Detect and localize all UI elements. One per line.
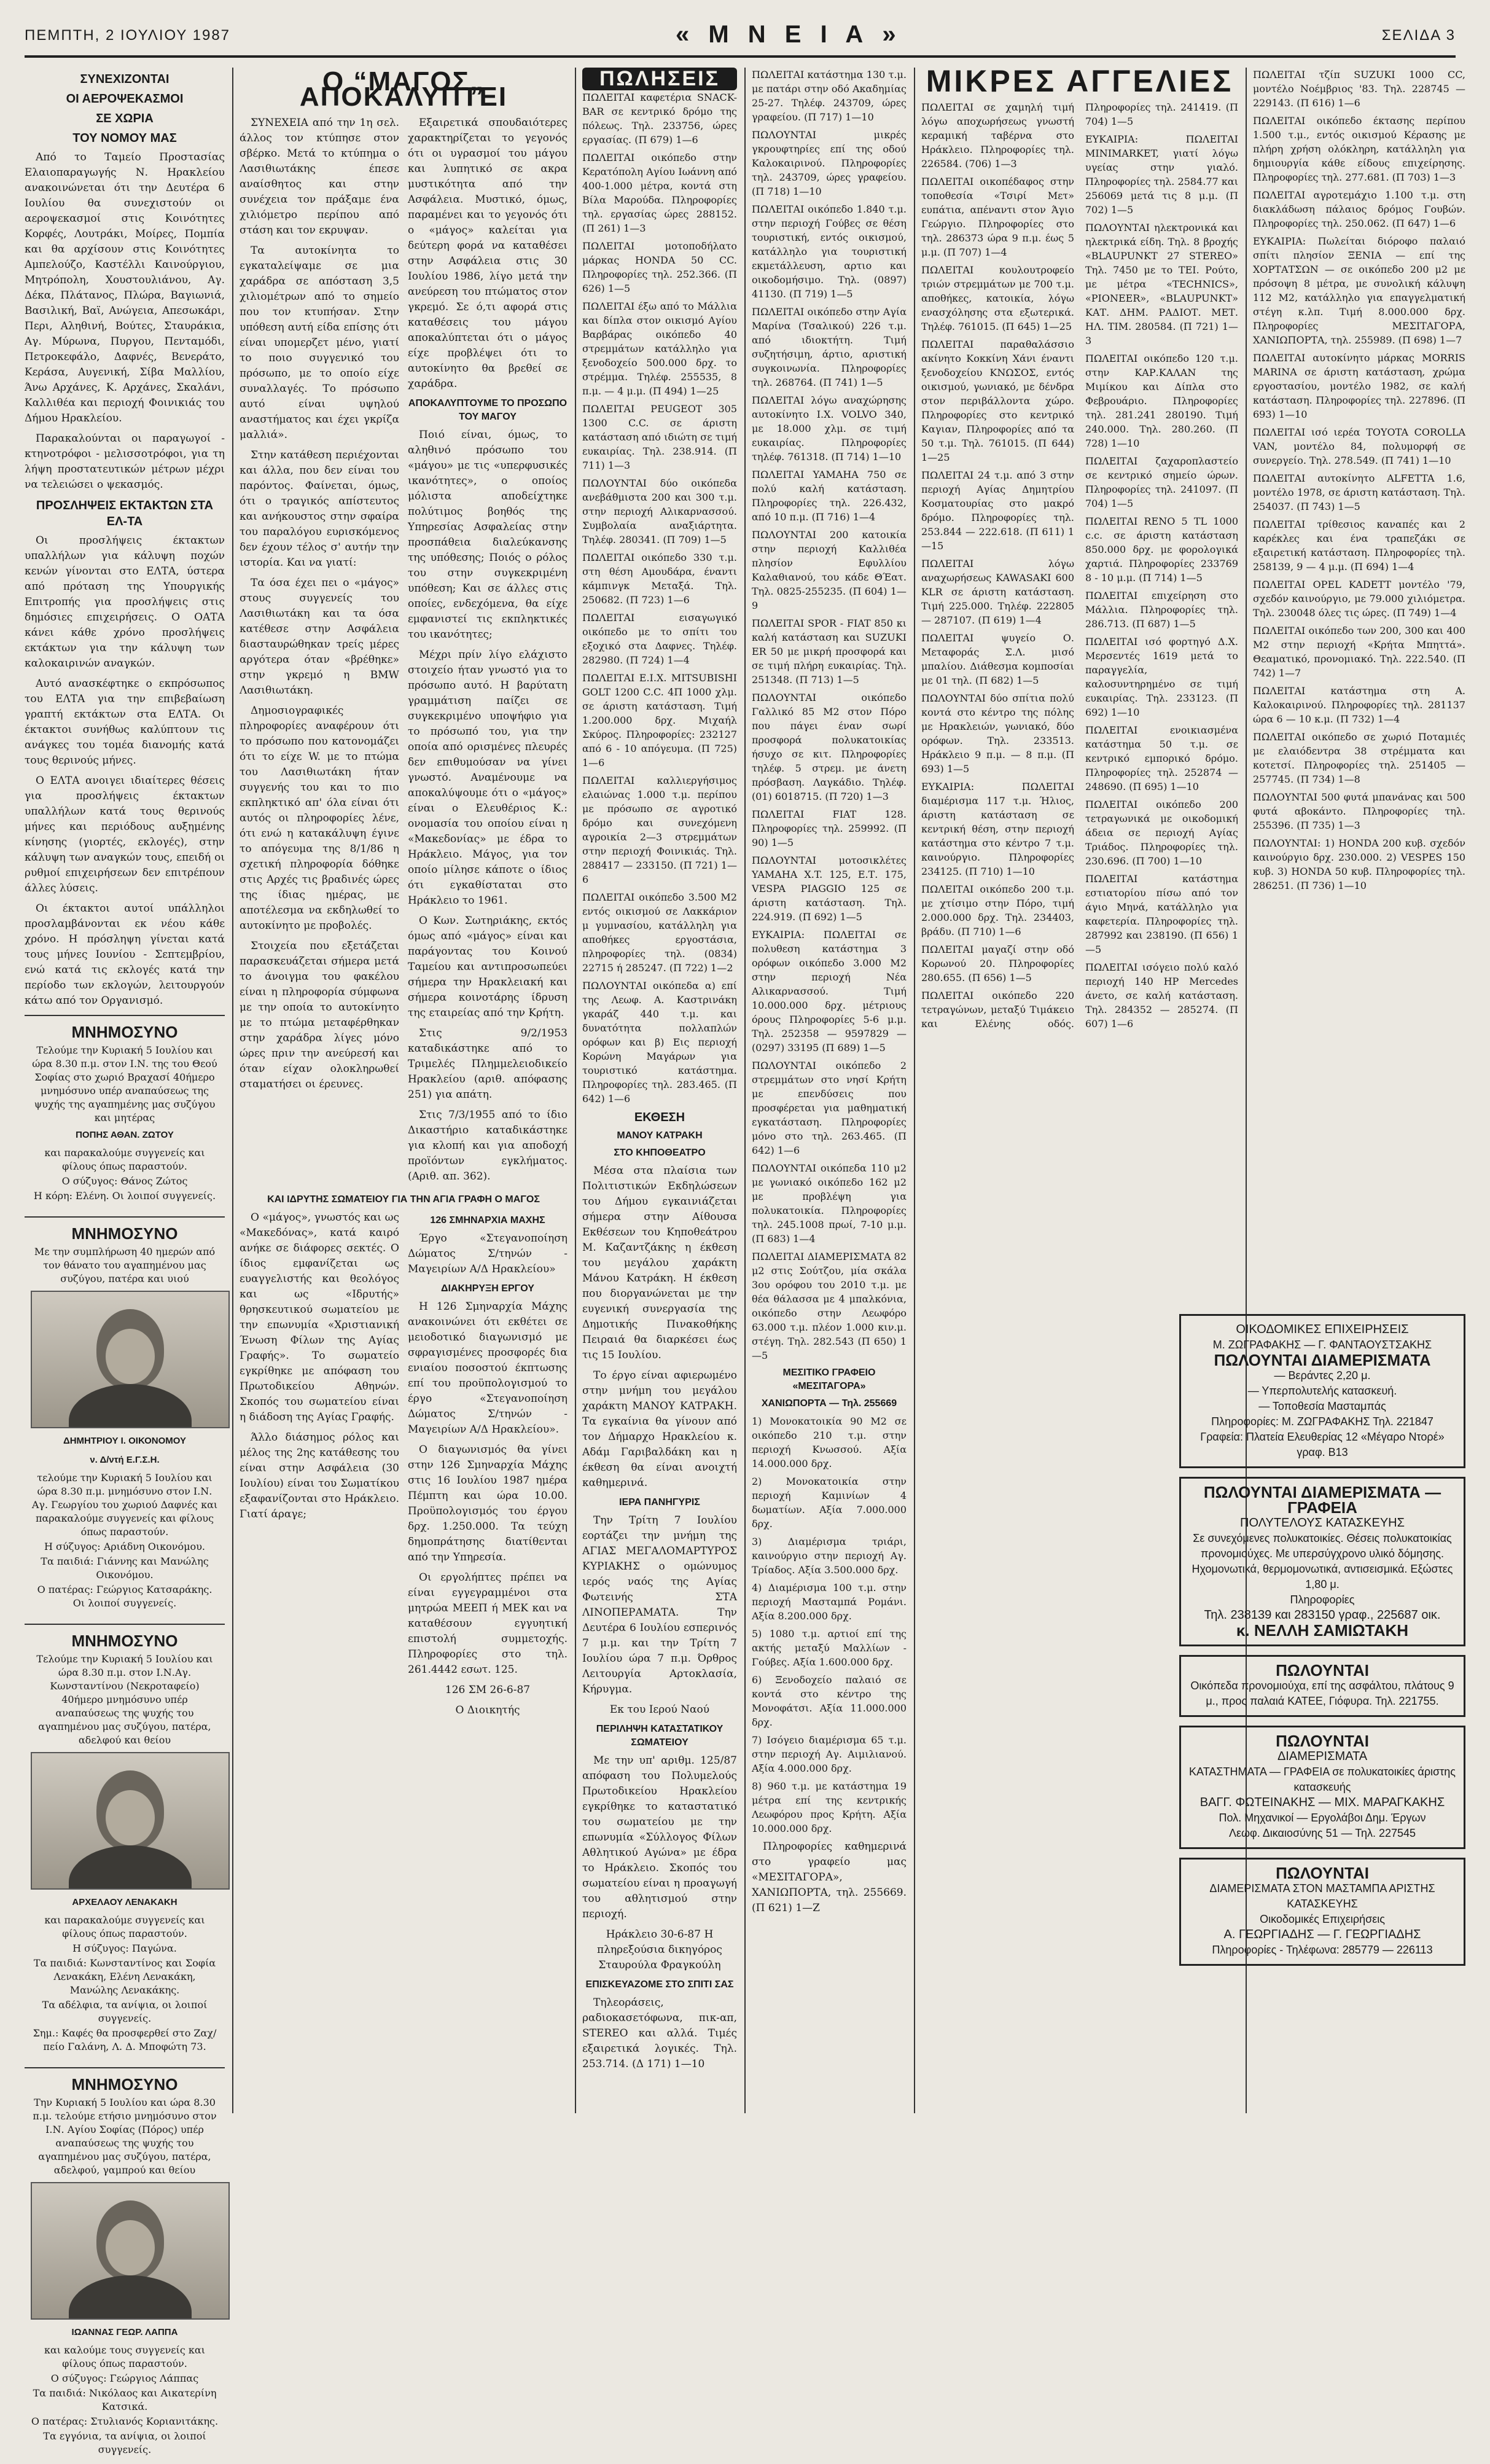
classified-ad: ΠΩΛΕΙΤΑΙ ΔΙΑΜΕΡΙΣΜΑΤΑ 82 μ2 στις Σούτζου, μία σκάλα 3ου ορόφου του 2010 τ.μ. με θέα θάλασσα με 4 μπαλκόνια, οικόπεδο στην Λεωφόρο 63.000 τ.μ. πλέον 1.000 κιν.μ. στέγη. Τηλ. 282.543 (Π 650) 1—5 (752, 1251, 907, 1361)
column-6 (1253, 68, 1465, 896)
classified-ad: ΠΩΛΕΙΤΑΙ καλλιεργήσιμος ελαιώνας 1.000 τ.μ. περίπου με πρόσωπο σε αγροτικό δρόμο και συνεχόμενη αγροικία 2—3 στρεμμάτων στην περιοχή Φοινικιάς. Τηλ. 288417 — 233150. (Π 721) 1—6 (582, 775, 737, 885)
classified-ad: ΠΩΛΕΙΤΑΙ κατάστημα στη Α. Καλοκαιρινού. Πληροφορίες τηλ. 281137 ώρα 6 — 10 κ.μ. (Π 732) 1—4 (1253, 685, 1465, 725)
classified-ad: ΠΩΛΕΙΤΑΙ ενοικιασμένα κατάστημα 50 τ.μ. σε κεντρικό εμπορικό δρόμο. Πληροφορίες τηλ. 252874 — 248690. (Π 695) 1—10 (1085, 724, 1238, 792)
classified-ad: ΠΩΛΕΙΤΑΙ οικόπεδο 330 τ.μ. στη θέση Αμουδάρα, έναντι κάμπινγκ Μεταξά. Τηλ. 250682. (Π 723) 1—6 (582, 552, 737, 606)
classified-ad: ΕΥΚΑΙΡΙΑ: ΠΩΛΕΙΤΑΙ MINIMARKET, γιατί λόγω υγείας στην γιαλό. Πληροφορίες τηλ. 2584.77 και 256069 μετά τις 8 μ.μ. (Π 702) 1—5 (1085, 133, 1238, 216)
article-subcolumn (408, 115, 568, 1189)
article-title: ΤΟΥ ΝΟΜΟΥ ΜΑΣ (72, 131, 177, 145)
article-paragraph: Τηλεοράσεις, ραδιοκασετόφωνα, πικ-απ, STEREO και αλλά. Τιμές εξαιρετικά λογικές. Τηλ. 253.714. (Δ 171) 1—10 (582, 1997, 737, 2070)
memorial-text: Τελούμε την Κυριακή 5 Ιουλίου και ώρα 8.30 π.μ. στον Ι.Ν.Αγ. Κωνσταντίνου (Νεκροταφείο) 40ήμερο μνημόσυνο υπέρ αναπαύσεως της ψυχής του αγαπημένου μας συζύγου, πατέρα, αδελφού και θείου (36, 1653, 213, 1746)
property-item: 3) Διαμέρισμα τριάρι, καινούργιο στην περιοχή Αγ. Τρίαδος. Αξία 3.500.000 δρχ. (752, 1536, 907, 1576)
classified-ad: ΠΩΛΕΙΤΑΙ οικόπεδο 3.500 Μ2 εντός οικισμού σε Λακκάριον μ γυμνασίου, κατάλληλη για αποθήκες εργοστάσια, πληροφορίες τηλ. (0834) 22715 ή 285247. (Π 722) 1—2 (582, 891, 737, 974)
memorial-notice (25, 2067, 225, 2464)
display-ad (1179, 1655, 1465, 1717)
memorial-text: Την Κυριακή 5 Ιουλίου και ώρα 8.30 π.μ. τελούμε ετήσιο μνημόσυνο στον Ι.Ν. Αγίου Σοφίας (Πόρος) υπέρ αναπαύσεως της ψυχής του αγαπημένου μας συζύγου, πατέρα, αδελφού, γαμπρού και θείου (33, 2097, 217, 2176)
column-divider (914, 68, 915, 2113)
memorial-name: ΔΗΜΗΤΡΙΟΥ Ι. ΟΙΚΟΝΟΜΟΥ (63, 1436, 187, 1446)
section-banner: ΠΩΛΗΣΕΙΣ (582, 68, 737, 90)
memorial-signature: Τα παιδιά: Νικόλαος και Αικατερίνη Κατσικά. (33, 2387, 217, 2412)
ad-line: ΠΩΛΟΥΝΤΑΙ (1276, 1661, 1369, 1680)
column-4 (752, 68, 907, 1921)
article-subcolumn (240, 115, 399, 1189)
memorial-title: ΜΝΗΜΟΣΥΝΟ (71, 1224, 178, 1243)
article-paragraph: Οι έκτακτοι αυτοί υπάλληλοι προσλαμβάνονται εκ νέου κάθε χρόνο. Η πρόσληψη γίνεται κατά τους μήνες Ιουνίου - Σεπτεμβρίου, ενώ κατά τις εκλογές κατά την περίοδο των εκλογών, λειτουργούν κάτω από τον Οργανισμό. (25, 902, 225, 1007)
article-paragraph: Αυτό ανασκέφτηκε ο εκπρόσωπος του ΕΛΤΑ για την επιβεβαίωση γραπτή εκτάκτων στα ΕΛΤΑ. Οι έκτακτοι συνήθως καλύπτουν τις ανάγκες του τομέα διανομής κατά τους θερινούς μήνες. (25, 678, 225, 767)
article-subtitle: ΧΑΝΙΩΠΟΡΤΑ — Τηλ. 255669 (761, 1398, 897, 1409)
column-2 (240, 68, 568, 1723)
memorial-text: τελούμε την Κυριακή 5 Ιουλίου και ώρα 8.30 π.μ. μνημόσυνο στον Ι.Ν. Αγ. Γεωργίου του χωριού Δαφνές και παρακαλούμε συγγενείς και φίλους όπως παραστούν. (31, 1472, 218, 1538)
column-5 (921, 64, 1238, 1033)
classified-ad: ΕΥΚΑΙΡΙΑ: ΠΩΛΕΙΤΑΙ διαμέρισμα 117 τ.μ. Ήλιος, άριστη κατάσταση σε κεντρική θέση, στην περιοχή κατάστημα στο κέντρο 7 τ.μ. καινούργιο. Πληροφορίες 234125. (Π 710) 1—10 (921, 781, 1074, 877)
memorial-text: και παρακαλούμε συγγενείς και φίλους όπως παραστούν. (44, 1914, 205, 1939)
classified-ad: ΠΩΛΕΙΤΑΙ οικόπεδο στην Κερατόπολη Αγίου Ιωάννη από 400-1.000 μέτρα, κοντά στη Βίλα Μαρούδα. Πληροφορίες τηλ. εργασίας ώρες 288152. (Π 261) 1—3 (582, 152, 737, 234)
article-title: ΕΠΙΣΚΕΥΑΖΟΜΕ ΣΤΟ ΣΠΙΤΙ ΣΑΣ (585, 1979, 734, 1990)
notice-paragraph: Οι εργολήπτες πρέπει να είναι εγγεγραμμένοι στα μητρώα ΜΕΕΠ ή ΜΕΚ και να καταθέσουν εγγυητική επιστολή συμμετοχής. Πληροφορίες στο τηλ. 261.4442 εσωτ. 125. (408, 1571, 568, 1676)
classified-ad: ΠΩΛΟΥΝΤΑΙ οικόπεδα α) επί της Λεωφ. Α. Καστρινάκη γκαράζ 440 τ.μ. και δυνατότητα πολλαπλών ορόφων και β) Εις περιοχή Κορώνη Μαγάρων για τουριστικό κατάστημα. Πληροφορίες τηλ. 283.465. (Π 642) 1—6 (582, 980, 737, 1105)
memorial-text: και καλούμε τους συγγενείς και φίλους όπως παραστούν. (44, 2344, 205, 2369)
column-divider (744, 68, 746, 2113)
ad-line: ΠΩΛΟΥΝΤΑΙ ΔΙΑΜΕΡΙΣΜΑΤΑ (1214, 1351, 1431, 1369)
article-title: ΣΤΟ ΚΗΠΟΘΕΑΤΡΟ (614, 1148, 706, 1158)
classified-ad: ΠΩΛΟΥΝΤΑΙ 200 κατοικία στην περιοχή Καλλιθέα πλησίον Εφυλλίου Καλαθιανού, του κάδε ΘΈατ. Τηλ. 0825-255235. (Π 604) 1—9 (752, 529, 907, 611)
memorial-signature: Η κόρη: Ελένη. Οι λοιποί συγγενείς. (33, 1190, 216, 1202)
masthead: « Μ Ν Ε Ι Α » (676, 21, 902, 48)
classified-ad: ΕΥΚΑΙΡΙΑ: ΠΩΛΕΙΤΑΙ σε πολυθεση κατάστημα 3 ορόφων οικόπεδο 3.000 Μ2 στην περιοχή Νέα Αλικαρνασσού. Τιμή 10.000.000 δρχ. μέτριους όρους Πληροφορίες 5-6 μ.μ. Τηλ. 252358 — 9597829 — (0297) 33195 (Π 689) 1—5 (752, 929, 907, 1054)
article-paragraph: ΣΥΝΕΧΕΙΑ από την 1η σελ. άλλος τον κτύπησε στον σβέρκο. Μετά το κτύπημα ο Λασιθιωτάκης έπεσε αναίσθητος και στην συνέχεια τον πράξαμε ένα χιλιόμετρο περίπου από στάση και τον εκρυψαν. (240, 117, 399, 237)
display-ad (1179, 1314, 1465, 1468)
classified-ad: ΠΩΛΕΙΤΑΙ σε χαμηλή τιμή λόγω αποχωρήσεως γνωστή κεραμική ταβέρνα στο Ηράκλειο. Πληροφορίες τηλ. 226584. (706) 1—3 (921, 101, 1074, 170)
memorial-signature: Τα εγγόνια, τα ανίψια, οι λοιποί συγγενείς. (43, 2430, 206, 2455)
property-item: 8) 960 τ.μ. με κατάστημα 19 μέτρα επί της κεντρικής Λεωφόρου προς Κρήτη. Αξία 10.000.000 δρχ. (752, 1780, 907, 1834)
classified-ad: ΠΩΛΟΥΝΤΑΙ 500 φυτά μπανάνας και 500 φυτά αβοκάντο. Πληροφορίες τηλ. 255396. (Π 735) 1—3 (1253, 791, 1465, 831)
portrait-photo (31, 2182, 230, 2320)
memorial-notice (25, 1624, 225, 2061)
notice-heading: 126 ΣΜΗΝΑΡΧΙΑ ΜΑΧΗΣ (430, 1215, 545, 1226)
memorial-signature: Ο σύζυγος: Γεώργιος Λάππας (50, 2372, 199, 2384)
classified-ad: ΠΩΛΕΙΤΑΙ οικόπεδο 200 τ.μ. με χτίσιμο στην Πόρο, τιμή 2.000.000 δρχ. Τηλ. 234403, βράδυ. (Π 710) 1—6 (921, 883, 1074, 937)
memorial-name: ΠΟΠΗΣ ΑΘΑΝ. ΖΩΤΟΥ (76, 1130, 174, 1140)
classified-ad: ΠΩΛΕΙΤΑΙ επιχείρηση στο Μάλλια. Πληροφορίες τηλ. 286.713. (Π 687) 1—5 (1085, 590, 1238, 630)
ad-line: ΟΙΚΟΔΟΜΙΚΕΣ ΕΠΙΧΕΙΡΗΣΕΙΣ (1236, 1323, 1409, 1336)
memorial-signature: Ο πατέρας: Στυλιανός Κοριανιτάκης. (31, 2415, 219, 2427)
article-paragraph: Παρακαλούνται οι παραγωγοί - κτηνοτρόφοι - μελισσοτρόφοι, για τη λήψη προστατευτικών μέτρων μέχρι να τελειώσει ο ψεκασμός. (25, 432, 225, 491)
column-3 (582, 68, 737, 2077)
memorial-signature: Τα παιδιά: Κωνσταντίνος και Σοφία Λενακάκη, Ελένη Λενακάκη, Μανώλης Λενακάκης. (33, 1957, 216, 1996)
display-ad (1179, 1726, 1465, 1849)
classified-ad: ΠΩΛΕΙΤΑΙ μοτοποδήλατο μάρκας HONDA 50 CC. Πληροφορίες τηλ. 252.366. (Π 626) 1—5 (582, 240, 737, 294)
memorial-text: Τελούμε την Κυριακή 5 Ιουλίου και ώρα 8.30 π.μ. στον Ι.Ν. της του Θεού Σοφίας στο χωριό Βραχασί 40ήμερο μνημόσυνο υπέρ αναπαύσεως της ψυχής της αγαπημένης μας συζύγου και μητέρας (32, 1044, 217, 1124)
classified-ad: ΠΩΛΟΥΝΤΑΙ οικόπεδα 110 μ2 με γωνιακό οικόπεδο 162 μ2 με προβλέψη για πολυκατοικία. Πληροφορίες τηλ. 245.1008 πρωί, 7-10 μ.μ. (Π 683) 1—4 (752, 1162, 907, 1245)
memorial-text: Με την συμπλήρωση 40 ημερών από τον θάνατο του αγαπημένου μας συζύγου, πατέρα και υιού (34, 1246, 216, 1285)
column-1 (25, 68, 225, 2464)
article-signature: Ηράκλειο 30-6-87 Η πληρεξούσια δικηγόρος Σταυρούλα Φραγκούλη (597, 1928, 722, 1971)
classified-ad: ΠΩΛΕΙΤΑΙ λόγω αναχώρησης αυτοκίνητο Ι.Χ. VOLVO 340, με 18.000 χλμ. σε τιμή ευκαιρίας. Πληροφορίες τηλέφ. 761318. (Π 714) 1—10 (752, 394, 907, 463)
article-paragraph: Μέσα στα πλαίσια των Πολιτιστικών Εκδηλώσεων του Δήμου εγκαινιάζεται σήμερα στην Αίθουσα Εκθέσεων του Κηποθεάτρου Μ. Καζαντζάκης η έκθεση του μεγάλου χαράκτη Μάνου Κατράκη. Η έκθεση που διοργανώνεται με την ευγενική συνεργασία της Δημοτικής Πινακοθήκης Πειραιά θα διαρκέσει έως τις 15 Ιουλίου. (582, 1165, 737, 1361)
article-paragraph: Στοιχεία που εξετάζεται παρασκευάζεται σήμερα μετά το άνοιγμα του φακέλου είναι η πληροφορία σύμφωνα με την οποία το αυτοκίνητο με το πτώμα μεταφέρθηκαν στην χαράδρα λίγες μόνο ώρες πριν την ανεύρεσή και όταν είχαν ολοκληρωθεί σταματήσει οι έρευνες. (240, 940, 399, 1090)
property-item: 5) 1080 τ.μ. αρτιοί επί της ακτής μεταξύ Μαλλίων - Γούβες. Αξία 1.600.000 δρχ. (752, 1628, 907, 1668)
classified-ad: ΠΩΛΕΙΤΑΙ οικόπεδο 220 τετραγώνων, μεταξύ Τιμάκειο και Ελένης οδός. Πληροφορίες τηλ. 241419. (Π 704) 1—5 (921, 101, 1238, 1030)
notice-paragraph: Έργο «Στεγανοποίηση Δώματος Σ/τηνών - Μαγειρίων Α/Δ Ηρακλείου» (408, 1232, 568, 1275)
display-ad (1179, 1858, 1465, 1966)
ad-line: Πληροφορίες (1290, 1594, 1355, 1606)
article-paragraph: Τα αυτοκίνητα το εγκαταλείψαμε σε μια χαράδρα σε απόσταση 3,5 χιλιομέτρων από το σημείο που τον κτυπήσαν. Στην υπόθεση αυτή είδα επίσης ότι είναι υπομερζετ μένο, γιατί το ποιο συγγενικό του πρόσωπο, με το οποίο είχε συναλλαγές. Το πρόσωπο αυτό είναι υψηλού αναστήματος και έχει γκρίζα μαλλιά». (240, 244, 399, 441)
memorial-title: ΜΝΗΜΟΣΥΝΟ (71, 2075, 178, 2094)
memorial-title: ΜΝΗΜΟΣΥΝΟ (71, 1023, 178, 1041)
classified-ad: ΠΩΛΕΙΤΑΙ μαγαζί στην οδό Κορωνού 20. Πληροφορίες 280.655. (Π 656) 1—5 (921, 944, 1074, 984)
article-paragraph: Οι προσλήψεις έκτακτων υπαλλήλων για κάλυψη ποχών κενών γίνονται στο ΕΛΤΑ, ύστερα από πρόταση της Υπουργικής Επιτροπής για προσλήψεις στις δημόσιες επιχειρήσεις. Ο ΟΑΤΑ κάνει κάθε χρόνο προσλήψεις εκτάκτων για την κάλυψη των καλοκαιρινών αναγκών. (25, 534, 225, 670)
notice-paragraph: Η 126 Σμηναρχία Μάχης ανακοινώνει ότι εκθέτει σε μειοδοτικό διαγωνισμό με σφραγισμένες προσφορές δια ενιαίου ποσοστού έκπτωσης επί του προϋπολογισμού το έργο «Στεγανοποίηση Δώματος Σ/τηνών - Μαγειρίων Α/Δ Ηρακλείου». (408, 1300, 568, 1436)
notice-heading: ΔΙΑΚΗΡΥΞΗ ΕΡΓΟΥ (441, 1283, 534, 1294)
notice-paragraph: Ο διαγωνισμός θα γίνει στην 126 Σμηναρχία Μάχης στις 16 Ιουλίου 1987 ημέρα Πέμπτη και ώρα 10.00. Προϋπολογισμός του έργου δρχ. 1.250.000. Τα τεύχη δημοπράτησης διατίθενται από την Υπηρεσία. (408, 1444, 568, 1563)
article-paragraph: Με την υπ' αριθμ. 125/87 απόφαση του Πολυμελούς Πρωτοδικείου Ηρακλείου εγκρίθηκε το καταστατικό του σωματείου με την επωνυμία «Σύλλογος Φίλων Αθλητικού Αγώνα» με έδρα το Ηράκλειο. Σκοπός του σωματείου είναι η προαγωγή του αθλητισμού στην περιοχή. (582, 1754, 737, 1920)
ad-line: Οικόπεδα προνομιούχα, επί της ασφάλτου, πλάτους 9 μ., προς παλαιά ΚΑΤΕΕ, Γιόφυρα. Τηλ. 221755. (1190, 1680, 1454, 1707)
classified-ad: ΠΩΛΕΙΤΑΙ ισόγειο πολύ καλό περιοχή 140 HP Mercedes άνετο, σε καλή κατάσταση. Τηλ. 284352 — 285274. (Π 607) 1—6 (1085, 961, 1238, 1030)
classified-ad: ΠΩΛΕΙΤΑΙ οικοπέδαφος στην τοποθεσία «Τσιρί Μετ» ευπάτια, απέναντι στον Άγιο Γεώργιο. Πληροφορίες στο τηλ. 286373 ώρα 9 π.μ. έως 5 μ.μ. (Π 707) 1—4 (921, 176, 1074, 258)
classified-ad: ΠΩΛΕΙΤΑΙ κατάστημα εστιατορίου πίσω από τον άγιο Μηνά, κατάλληλο για καφετερία. Πληροφορίες τηλ. 287992 και 238190. (Π 656) 1—5 (1085, 873, 1238, 955)
classified-ad: ΠΩΛΕΙΤΑΙ 24 τ.μ. από 3 στην περιοχή Αγίας Δημητρίου Κοσματουρίας στο μακρό δρόμο. Πληροφορίες τηλ. 253.844 — 222.618. (Π 611) 1—15 (921, 469, 1074, 552)
article-paragraph: Την Τρίτη 7 Ιουλίου εορτάζει την μνήμη της ΑΓΙΑΣ ΜΕΓΑΛΟΜΑΡΤΥΡΟΣ ΚΥΡΙΑΚΗΣ ο ομώνυμος ιερός ναός της Αγίας Φωτεινής ΣΤΑ ΛΙΝΟΠΕΡΑΜΑΤΑ. Την Δευτέρα 6 Ιουλίου εσπερινός 7 μ.μ. και την Τρίτη 7 Ιουλίου ώρα 7 π.μ. Όρθρος Λειτουργία Αρτοκλασία, Κήρυγμα. (582, 1514, 737, 1695)
memorial-title: ΜΝΗΜΟΣΥΝΟ (71, 1632, 178, 1650)
classified-ad: ΠΩΛΟΥΝΤΑΙ οικόπεδο Γαλλικό 85 Μ2 στον Πόρο που πάγει έναν σωρί προσφορά πολυκατοικίας ήσυχο σε κιτ. Πληροφορίες τηλέφ. 5 στρεμ. με άνετη πρόσβαση. Λαγκάδιο. Τηλέφ. (01) 6018715. (Π 720) 1—3 (752, 692, 907, 802)
article-paragraph: Πληροφορίες καθημερινά στο γραφείο μας «ΜΕΣΙΤΑΓΟΡΑ», ΧΑΝΙΩΠΟΡΤΑ, τηλ. 255669. (Π 621) 1—Z (752, 1840, 907, 1914)
ad-line: ΠΩΛΟΥΝΤΑΙ (1276, 1732, 1369, 1750)
classified-list (582, 90, 737, 1106)
article-paragraph: Από το Ταμείο Προστασίας Ελαιοπαραγωγής Ν. Ηρακλείου ανακοινώνεται ότι την Δευτέρα 6 Ιουλίου θα συνεχιστούν οι αεροψεκασμοί στις Κοινότητες Κορφές, Λουτράκι, Μοίρες, Πομπία και θα αρχίσουν στις Κοινότητες Αμπελούζο, Καστέλλι Καινούργιου, Μητρόπολη, Χουστουλιάνου, Αγ. Δέκα, Πλάτανος, Πλώρα, Βαγιωνιά, Βασιλική, Βαϊ, Ανώγεια, Απεσωκάρι, Περι, Αληθινή, Βούτες, Σταυράκια, Αγ. Μύρωνα, Πυργου, Πενταμόδι, Πετροκεφάλο, Δαφνές, Βενεράτο, Κεράσα, Αυγενική, Σίβα Μαλλίου, Άνω Αρχάνες, Κ. Αρχάνες, Σκαλάνι, Καλλιθέα και περιοχή Φοινικιάς του Δήμου Ηρακλείου. (25, 151, 225, 424)
article-subheading: ΑΠΟΚΑΛΥΠΤΟΥΜΕ ΤΟ ΠΡΟΣΩΠΟ ΤΟΥ ΜΑΓΟΥ (408, 398, 568, 422)
classified-ad: ΠΩΛΕΙΤΑΙ λόγω αναχωρήσεως KAWASAKI 600 KLR σε άριστη κατάσταση. Τιμή 225.000. Τηλέφ. 222805 — 287107. (Π 619) 1—4 (921, 558, 1074, 626)
article-headline: Ο “ΜΑΓΟΣ„ ΑΠΟΚΑΛΥΠΤΕΙ (299, 66, 508, 112)
column-divider (232, 68, 233, 2113)
article-paragraph: Δημοσιογραφικές πληροφορίες αναφέρουν ότι το πρόσωπο που κατονομάζει ότι το είχε W. με το πτώμα του Λασιθιωτάκη ήταν συγγενής του και το πιο εκπληκτικό απ' όλα είναι ότι αυτός οι πληροφορίες λένε, ότι ενώ η κατακάλυψη έγινε το απόγευμα της 8/1/86 η σχετική πληροφορία δόθηκε στις Αρχές τις βραδινές ώρες της ίδιας ημέρας, με αποτέλεσμα να εκδηλωθεί το αυτοκίνητο με προβολές. (240, 705, 399, 932)
display-ads (1179, 1305, 1465, 1974)
article-paragraph: Το έργο είναι αφιερωμένο στην μνήμη του μεγάλου χαράκτη ΜΑΝΟΥ ΚΑΤΡΑΚΗ. Τα εγκαίνια θα γίνουν από τον Δήμαρχο Ηρακλείου κ. Αδάμ Γαριβαλδάκη και η έκθεση θα είναι ανοιχτή καθημερινά. (582, 1369, 737, 1489)
classified-ad: ΠΩΛΕΙΤΑΙ τζίπ SUZUKI 1000 CC, μοντέλο Νοέμβριος '83. Τηλ. 228745 — 229143. (Π 616) 1—6 (1253, 69, 1465, 109)
memorial-text: και παρακαλούμε συγγενείς και φίλους όπως παραστούν. (44, 1147, 205, 1172)
article-paragraph: Στις 9/2/1953 καταδικάστηκε από το Τριμελές Πλημμελειοδικείο Ηρακλείου (αριθ. απόφασης 251) για απάτη. (408, 1027, 568, 1101)
memorial-signature: Η σύζυγος: Παγώνα. (72, 1942, 177, 1954)
classified-ad: ΠΩΛΟΥΝΤΑΙ μοτοσικλέτες YAMAHA X.T. 125, Ε.Τ. 175, VESPA PIAGGIO 125 σε άριστη κατάσταση. Τηλ. 224.919. (Π 692) 1—5 (752, 855, 907, 923)
ad-line: ΔΙΑΜΕΡΙΣΜΑΤΑ (1277, 1750, 1368, 1763)
page-header (25, 18, 1456, 58)
classified-ad: ΠΩΛΟΥΝΤΑΙ δύο οικόπεδα ανεβάθμιστα 200 και 300 τ.μ. στην περιοχή Αλικαρνασσού. Συμβολαία αναξιάρτητα. Τηλέφ. 280341. (Π 709) 1—5 (582, 477, 737, 546)
memorial-signature: Τα παιδιά: Γιάννης και Μανώλης Οικονόμου. (41, 1555, 209, 1581)
classified-ad: ΠΩΛΕΙΤΑΙ έξω από το Μάλλια και δίπλα στον οικισμό Αγίου Βαρβάρας οικόπεδο 40 στρεμμάτων κατάλληλο για ξενοδοχείο 500.000 δρχ. το στρέμμα. Τηλέφ. 255535, 8 π.μ. — 4 μ.μ. (Π 494) 1—25 (582, 300, 737, 397)
classified-ad: ΠΩΛΕΙΤΑΙ εισαγωγικό οικόπεδο με το σπίτι του εξοχικό στα Δαφνες. Τηλέφ. 282980. (Π 724) 1—4 (582, 612, 737, 666)
classified-ad: ΠΩΛΟΥΝΤΑΙ οικόπεδο 2 στρεμμάτων στο νησί Κρήτη με επενδύσεις που προσφέρεται για μαθηματική εγκατάσταση. Πληροφορίες μόνο στο τηλ. 263.465. (Π 642) 1—6 (752, 1060, 907, 1156)
classified-list (921, 100, 1238, 1033)
article-paragraph: Ο ΕΛΤΑ ανοιγει ιδιαίτερες θέσεις για προσλήψεις έκτακτων υπαλλήλων κατά τους θερινούς μήνες και περιόδους αυξημένης κίνησης (γιορτές, εκλογές), στην κάλυψη των αναγκών τους, επειδή οι ρυθμοί επιχειρήσεων δεν επιτρέπουν άλλες λύσεις. (25, 775, 225, 894)
article-title: ΜΕΣΙΤΙΚΟ ΓΡΑΦΕΙΟ «ΜΕΣΙΤΑΓΟΡΑ» (782, 1367, 876, 1391)
property-item: 4) Διαμέρισμα 100 τ.μ. στην περιοχή Μασταμπά Ρομάνι. Αξία 8.200.000 δρχ. (752, 1582, 907, 1622)
memorial-notice (25, 1015, 225, 1210)
ad-line: ΠΩΛΟΥΝΤΑΙ (1276, 1864, 1369, 1882)
classifieds-banner: ΜΙΚΡΕΣ ΑΓΓΕΛΙΕΣ (926, 64, 1234, 98)
portrait-photo (31, 1752, 230, 1890)
classified-ad: ΠΩΛΕΙΤΑΙ ψυγείο Ο. Μεταφοράς Σ.Λ. μισό μπαλίου. Διάθεσμα κομποσίαι με 01 τηλ. (Π 682) 1—5 (921, 632, 1074, 686)
classified-ad: ΠΩΛΕΙΤΑΙ OPEL KADETT μοντέλο '79, σχεδόν καινούργιο, με 79.000 χιλιόμετρα. Τηλ. 230048 όλες τις ώρες. (Π 749) 1—4 (1253, 579, 1465, 619)
ad-line: Οικοδομικές Επιχειρήσεις (1260, 1913, 1385, 1925)
classified-ad: ΠΩΛΟΥΝΤΑΙ δύο σπίτια πολύ κοντά στο κέντρο της πόλης με Ηρακλειών, γωνιακό, δύο ορόφων. Τηλ. 233513. Ηράκλειο 9 π.μ. — 8 π.μ. (Π 693) 1—5 (921, 692, 1074, 775)
ad-list-item: — Υπερπολυτελής κατασκευή. (1247, 1385, 1397, 1397)
classified-ad: ΠΩΛΕΙΤΑΙ YAMAHA 750 σε πολύ καλή κατάσταση. Πληροφορίες τηλ. 226.432, από 10 π.μ. (Π 716) 1—4 (752, 469, 907, 523)
classified-ad: ΠΩΛΕΙΤΑΙ οικόπεδο σε χωριό Ποταμιές με ελαιόδεντρα 38 στρέμματα και κοτετσί. Πληροφορίες τηλ. 251405 — 257745. (Π 734) 1—8 (1253, 731, 1465, 785)
classified-ad: ΠΩΛΕΙΤΑΙ ισό ιερέα TOYOTA COROLLA VAN, μοντέλο 84, πολυμορφή σε συνεργείο. Τηλ. 278.549. (Π 741) 1—10 (1253, 426, 1465, 466)
property-list (752, 1414, 907, 1836)
classified-ad: ΠΩΛΕΙΤΑΙ οικόπεδο 1.840 τ.μ. στην περιοχή Γούβες σε θέση τουριστική, εντός οικισμού, κατάλληλο για τουριστική εκμετάλλευση, αρτιο και οικοδομήσιμο. Τηλ. (0897) 41130. (Π 719) 1—5 (752, 203, 907, 300)
classified-ad: ΠΩΛΟΥΝΤΑΙ μικρές γκρουφτηρίες επί της οδού Καλοκαιρινού. Πληροφορίες τηλ. 243709, ώρες γραφείου. (Π 718) 1—10 (752, 129, 907, 197)
classified-ad: ΠΩΛΕΙΤΑΙ παραθαλάσσιο ακίνητο Κοκκίνη Χάνι έναντι ξενοδοχείου ΚΝΩΣΟΣ, εντός οικισμού, γωνιακό, με δένδρα στον περιβάλλοντα χώρο. Πληροφορίες στο κεντρικό Καγιαν, Πληροφορίες από τα 50 τ.μ. Τηλ. 761015. (Π 644) 1—25 (921, 338, 1074, 463)
classified-ad: ΠΩΛΕΙΤΑΙ οικόπεδο 200 τετραγωνικά με οικοδομική άδεια σε περιοχή Αγίας Τριάδος. Πληροφορίες τηλ. 230.696. (Π 700) 1—10 (1085, 799, 1238, 867)
issue-date: ΠΕΜΠΤΗ, 2 ΙΟΥΛΙΟΥ 1987 (25, 27, 231, 44)
classified-ad: ΠΩΛΕΙΤΑΙ RENO 5 TL 1000 c.c. σε άριστη κατάσταση 850.000 δρχ. με φορολογικά χαρτιά. Πληροφορίες 233769 8 - 10 μ.μ. (Π 714) 1—5 (1085, 515, 1238, 584)
article-title: ΙΕΡΑ ΠΑΝΗΓΥΡΙΣ (619, 1497, 700, 1508)
article-title: ΜΑΝΟΥ ΚΑΤΡΑΚΗ (617, 1130, 703, 1141)
article-paragraph: Τα όσα έχει πει ο «μάγος» στους συγγενείς του Λασιθιωτάκη και τα όσα κατέθεσε στην Ασφάλεια διασταυρώθηκαν τρείς μέρες αργότερα όταν «βρέθηκε» στην γκρεμό η BMW Λασιθιωτάκη. (240, 577, 399, 697)
classified-ad: ΠΩΛΕΙΤΑΙ ζαχαροπλαστείο σε κεντρικό σημείο ώρων. Πληροφορίες τηλ. 241097. (Π 704) 1—5 (1085, 455, 1238, 509)
article-title: ΣΥΝΕΧΙΖΟΝΤΑΙ (80, 72, 170, 86)
ad-line: Πολ. Μηχανικοί — Εργολάβοι Δημ. Έργων (1219, 1812, 1426, 1824)
notice-signature: 126 ΣΜ 26-6-87 (445, 1684, 531, 1696)
memorial-notice (25, 1216, 225, 1617)
ad-line: Τηλ. 238139 και 283150 γραφ., 225687 οικ. (1204, 1608, 1441, 1622)
portrait-photo (31, 1291, 230, 1428)
ad-list-item: — Τοποθεσία Μασταμπάς (1258, 1400, 1386, 1412)
ad-list-item: — Βεράντες 2,20 μ. (1274, 1369, 1371, 1382)
classified-ad: ΠΩΛΕΙΤΑΙ κατάστημα 130 τ.μ. με πατάρι στην οδό Ακαδημίας 25-27. Τηλέφ. 243709, ώρες γραφείου. (Π 717) 1—10 (752, 69, 907, 123)
ad-line: Πληροφορίες: Μ. ΖΩΓΡΑΦΑΚΗΣ Τηλ. 221847 (1211, 1415, 1433, 1428)
page-number: ΣΕΛΙΔΑ 3 (1381, 27, 1456, 44)
article-paragraph: Εξαιρετικά σπουδαιότερες χαρακτηρίζεται το γεγονός ότι οι υγρασμοί του μάγου και λυπητικό σε ακρα μυστικότητα από την Ασφάλεια. Μυστικό, όμως, παραμένει και το γεγονός ότι ο «μάγος» καλείται για δεύτερη φορά να καταθέσει στην Ασφάλεια στις 30 Ιουλίου 1986, λίγο μετά την ανεύρεση του πτώματος στον γκρεμό. Σε ό,τι αφορά στις καταθέσεις του μάγου αποκαλύπτεται ότι ο μάγος είχε προβλέψει ότι το αυτοκίνητο θα βρεθεί σε χαράδρα. (408, 117, 568, 390)
column-divider (575, 68, 576, 2113)
article-paragraph: Ο «μάγος», γνωστός και ως «Μακεδόνας», κατά καιρό ανήκε σε διάφορες σεκτές. Ο ίδιος εμφανίζεται ως ευαγγελιστής και θεολόγος και ως «Ιδρυτής» θρησκευτικού σωματείου με την επωνυμία «Χριστιανική Ένωση Φίλων της Αγίας Γραφής». Το σωματείο εγκρίθηκε με απόφαση του Πρωτοδικείου Αθηνών. Σκοπός του σωματείου είναι η διάδοση της Αγίας Γραφής. (240, 1211, 399, 1423)
classified-list (752, 68, 907, 1363)
article-title: ΠΡΟΣΛΗΨΕΙΣ ΕΚΤΑΚΤΩΝ ΣΤΑ ΕΛ-ΤΑ (36, 499, 214, 528)
ad-line: ΒΑΓΓ. ΦΩΤΕΙΝΑΚΗΣ — ΜΙΧ. ΜΑΡΑΓΚΑΚΗΣ (1199, 1796, 1445, 1809)
article-title: ΣΕ ΧΩΡΙΑ (96, 112, 154, 125)
classified-ad: ΠΩΛΕΙΤΑΙ οικόπεδο στην Αγία Μαρίνα (Τσαλικού) 226 τ.μ. από ιδιοκτήτη. Τιμή συζητήσιμη, άρτιο, αριστική συγκοινωνία. Πληροφορίες τηλ. 268764. (Π 741) 1—5 (752, 306, 907, 388)
classified-ad: ΠΩΛΕΙΤΑΙ οικόπεδο 120 τ.μ. στην ΚΑΡ.ΚΑΛΑΝ της Μιμίκου και Δίπλα στο Φεβρουάριο. Πληροφορίες τηλ. 281.241 280190. Τιμή 240.000. Τηλ. 280.260. (Π 728) 1—10 (1085, 353, 1238, 449)
classified-ad: ΠΩΛΟΥΝΤΑΙ: 1) HONDA 200 κυβ. σχεδόν καινούργιο δρχ. 230.000. 2) VESPES 150 κυβ. 3) HONDA 50 κυβ. Πληροφορίες τηλ. 286251. (Π 736) 1—10 (1253, 837, 1465, 891)
classified-ad: ΠΩΛΕΙΤΑΙ FIAT 128. Πληροφορίες τηλ. 259992. (Π 90) 1—5 (752, 808, 907, 848)
classified-ad: ΠΩΛΕΙΤΑΙ Ε.Ι.Χ. MITSUBISHI GOLT 1200 C.C. 4Π 1000 χλμ. σε άριστη κατάσταση. Τιμή 1.200.000 δρχ. Μιχαήλ Σκύρος. Πληροφορίες: 232127 από 6 - 10 απόγευμα. (Π 725) 1—6 (582, 672, 737, 769)
article-paragraph: Άλλο διάσημος ρόλος και μέλος της 2ης κατάθεσης του είναι στην Ασφάλεια (30 Ιουλίου) είναι του Σωματίκου εξαφανίζονται στο Ηράκλειο. Γιατί άραγε; (240, 1431, 399, 1520)
classified-ad: ΠΩΛΕΙΤΑΙ καφετέρια SNACK-BAR σε κεντρικό δρόμο της πόλεως. Τηλ. 233756, ώρες εργασίας. (Π 679) 1—6 (582, 92, 737, 146)
article-signature: Εκ του Ιερού Ναού (609, 1703, 710, 1716)
classified-list (1253, 68, 1465, 893)
notice-signature: Ο Διοικητής (455, 1704, 520, 1716)
ad-line: ΔΙΑΜΕΡΙΣΜΑΤΑ ΣΤΟΝ ΜΑΣΤΑΜΠΑ ΑΡΙΣΤΗΣ ΚΑΤΑΣΚΕΥΗΣ (1209, 1882, 1435, 1910)
memorial-name: ΑΡΧΕΛΑΟΥ ΛΕΝΑΚΑΚΗ (72, 1897, 177, 1907)
article-paragraph: Στις 7/3/1955 από το ίδιο Δικαστήριο καταδικάστηκε για κλοπή και για αποδοχή προϊόντων εγκλήματος. (Αριθ. απ. 362). (408, 1109, 568, 1183)
ad-line: Γραφεία: Πλατεία Ελευθερίας 12 «Μέγαρο Ντορέ» γραφ. Β13 (1200, 1431, 1445, 1458)
memorial-signature: Ο πατέρας: Γεώργιος Κατσαράκης. Οι λοιποί συγγενείς. (37, 1584, 213, 1609)
classified-ad: ΠΩΛΕΙΤΑΙ αυτοκίνητο μάρκας MORRIS MARINA σε άριστη κατάσταση, χρώμα εργοστασίου, μοντέλο 1982, σε καλή κατάσταση. Πληροφορίες τηλ. 227896. (Π 693) 1—10 (1253, 352, 1465, 420)
memorial-signature: Τα αδέλφια, τα ανίψια, οι λοιποί συγγενείς. (42, 1999, 208, 2024)
memorial-signature: Η σύζυγος: Αριάδνη Οικονόμου. (44, 1541, 205, 1552)
classified-ad: ΠΩΛΕΙΤΑΙ τρίθεσιος καναπές και 2 καρέκλες και ένα τραπεζάκι σε εξαιρετική κατάσταση. Πληροφορίες τηλ. 258139, 9 — 4 μ.μ. (Π 694) 1—4 (1253, 518, 1465, 573)
memorial-name: ΙΩΑΝΝΑΣ ΓΕΩΡ. ΛΑΠΠΑ (71, 2327, 178, 2337)
classified-ad: ΠΩΛΟΥΝΤΑΙ ηλεκτρονικά και ηλεκτρικά είδη. Τηλ. 8 βροχής «BLAUPUNKT 27 STEREO» Τηλ. 7450 με το ΤΕΙ. Ρούτο, με μέτρα «TECHNICS», «PIONEER», «BLAUPUNKT» ΚΑΤ. ΔΗΜ. ΡΑΔΙΟΤ. ΜΕΤ. ΗΛ. ΤΙΜ. 280584. (Π 721) 1—3 (1085, 222, 1238, 346)
article-title: ΟΙ ΑΕΡΟΨΕΚΑΣΜΟΙ (66, 92, 184, 106)
article-paragraph: Ποιό είναι, όμως, το αληθινό πρόσωπο του «μάγου» με τις «υπερφυσικές ικανότητες», ο οποίος μόλιστα αποδείχτηκε πολύτιμος βοηθός της Υπηρεσίας Ασφαλείας στην προσπάθεια διαλεύκανσης της υπόθεσης; Ποιός ο ρόλος του στην συγκεκριμένη υπόθεση; Και σε άλλες στις οποίες, ενδεχόμενα, θα είχε εμφανιστεί τις εκπληκτικές του ικανότητες; (408, 429, 568, 641)
classified-ad: ΠΩΛΕΙΤΑΙ οικόπεδο έκτασης περίπου 1.500 τ.μ., εντός οικισμού Κέρασης με πλήρη χρήση ολόκληρη, κατάλληλη για δημιουργία κάθε είδους επιχείρησης. Πληροφορίες τηλ. 277.681. (Π 703) 1—3 (1253, 115, 1465, 183)
memorial-signature: Ο σύζυγος: Θάνος Ζώτος (61, 1175, 188, 1187)
ad-line: Μ. ΖΩΓΡΑΦΑΚΗΣ — Γ. ΦΑΝΤΑΟΥΣΤΣΑΚΗΣ (1212, 1339, 1432, 1351)
ad-line: Σε συνεχόμενες πολυκατοικίες. Θέσεις πολυκατοικίας προνομιούχες. Με υπερσύγχρονο υλικό δόμησης. Ηχομονωτικά, θερμομονωτικά, αντισεισμικά. Εξώστες 1,80 μ. (1192, 1532, 1453, 1590)
ad-line: ΠΩΛΟΥΝΤΑΙ ΔΙΑΜΕΡΙΣΜΑΤΑ — ΓΡΑΦΕΙΑ (1203, 1483, 1441, 1517)
property-item: 7) Ισόγειο διαμέρισμα 65 τ.μ. στην περιοχή Αγ. Αιμιλιανού. Αξία 4.000.000 δρχ. (752, 1734, 907, 1774)
article-title: ΕΚΘΕΣΗ (634, 1111, 685, 1124)
memorial-signature: Σημ.: Καφές θα προσφερθεί στο Ζαχ/πείο Γαλάνη, Λ. Δ. Μποφώτη 73. (33, 2027, 217, 2052)
ad-line: Πληροφορίες - Τηλέφωνα: 285779 — 226113 (1212, 1944, 1433, 1956)
classified-ad: ΠΩΛΕΙΤΑΙ οικόπεδο των 200, 300 και 400 Μ2 στην περιοχή «Κρήτα Μπηττά». Θεαματικό, προνομιακό. Τηλ. 222.540. (Π 742) 1—7 (1253, 625, 1465, 679)
article-paragraph: Μέχρι πρίν λίγο ελάχιστο στοιχείο ήταν γνωστό για το πρόσωπο αυτό. Η βαρύτατη γραμμάτιση παίζει σε συγκεκριμένο υποψήφιο για το πρόσωπό του, για την οποία από ορισμένες πλευρές δεν επιθυμούσαν να γίνει γνωστό. Αναμένουμε να αποκαλύψουμε ότι ο «μάγος» είναι ο Ελευθέριος Κ.: ονομασία του οποίου είναι η «Μακεδονίας» με έδρα το Ηράκλειο. Μάγος, για τον οποίο μίλησε κάποτε ο ίδιος ότι εγκαθίσταται στο Ηράκλειο το 1961. (408, 649, 568, 907)
article-paragraph: Ο Κων. Σωτηριάκης, εκτός όμως από «μάγος» είναι και παράγοντας του Κοινού Ταμείου και αντιπροσωπεύει σήμερα την Ηρακλειακή και σήμερα κοινοτάρης ίδρυση της εταιρείας από την Κρήτη. (408, 915, 568, 1019)
article-subcolumn (240, 1210, 399, 1723)
ad-line: Λεωφ. Δικαιοσύνης 51 — Τηλ. 227545 (1228, 1827, 1416, 1839)
article-subcolumn (408, 1210, 568, 1723)
article-paragraph: Στην κατάθεση περιέχονται και άλλα, που δεν είναι του παρόντος. Φαίνεται, όμως, ότι ο τραγικός απίστευτος και ανήκουστος στην σφαίρα του παραλόγου ευρισκόμενος δεν έχουν τέλος σ' αυτήν την ιστορία. Και να γιατί: (240, 449, 399, 569)
article-subheading: ΚΑΙ ΙΔΡΥΤΗΣ ΣΩΜΑΤΕΙΟΥ ΓΙΑ ΤΗΝ ΑΓΙΑ ΓΡΑΦΗ Ο ΜΑΓΟΣ (267, 1194, 540, 1205)
ad-line: ΚΑΤΑΣΤΗΜΑΤΑ — ΓΡΑΦΕΙΑ σε πολυκατοικίες άριστης κατασκευής (1189, 1766, 1456, 1793)
classified-ad: ΠΩΛΕΙΤΑΙ ισό φορτηγό Δ.Χ. Μερσεντές 1619 μετά το παραγγελία, καλοσυντηρημένο σε τιμή ευκαιρίας. Τηλ. 233123. (Π 692) 1—10 (1085, 636, 1238, 718)
property-item: 6) Ξενοδοχείο παλαιό σε κοντά στο κέντρο της Μονοφάτσι. Αξία 11.000.000 δρχ. (752, 1674, 907, 1728)
article-title: ΠΕΡΙΛΗΨΗ ΚΑΤΑΣΤΑΤΙΚΟΥ ΣΩΜΑΤΕΙΟΥ (596, 1724, 724, 1748)
memorial-name: ν. Δ/ντή Ε.Γ.Σ.Η. (90, 1455, 160, 1465)
property-item: 2) Μονοκατοικία στην περιοχή Καμινίων 4 δωματίων. Αξία 7.000.000 δρχ. (752, 1476, 907, 1530)
classified-ad: ΠΩΛΕΙΤΑΙ PEUGEOT 305 1300 C.C. σε άριστη κατάσταση από ιδιώτη σε τιμή ευκαιρίας. Τηλ. 238.914. (Π 711) 1—3 (582, 403, 737, 471)
classified-ad: ΠΩΛΕΙΤΑΙ κουλουτροφείο τριών στρεμμάτων με 700 τ.μ. αποθήκες, κατοικία, λόγω ενασχόλησης στα εξωτερικά. Τηλέφ. 761015. (Π 645) 1—25 (921, 264, 1074, 332)
ad-line: κ. ΝΕΛΛΗ ΣΑΜΙΩΤΑΚΗ (1236, 1621, 1409, 1640)
classified-ad: ΕΥΚΑΙΡΙΑ: Πωλείται διόροφο παλαιό σπίτι πλησίον ΞΕΝΙΑ — επί της ΧΟΡΤΑΤΣΩΝ — σε οικόπεδο 200 μ2 με πρόσοψη 8 μέτρα, με συνολική κάλυψη 112 Μ2, κατάλληλο για επαγγελματική στέγη κ.λπ. Τιμή 8.000.000 δρχ. Πληροφορίες ΜΕΣΙΤΑΓΟΡΑ, ΧΑΝΙΩΠΟΡΤΑ, τηλ. 255989. (Π 698) 1—7 (1253, 235, 1465, 346)
ad-line: ΠΟΛΥΤΕΛΟΥΣ ΚΑΤΑΣΚΕΥΗΣ (1240, 1516, 1405, 1530)
display-ad (1179, 1477, 1465, 1646)
property-item: 1) Μονοκατοικία 90 Μ2 σε οικόπεδο 210 τ.μ. στην περιοχή Κνωσσού. Αξία 14.000.000 δρχ. (752, 1415, 907, 1469)
classified-ad: ΠΩΛΕΙΤΑΙ SPOR - FIAT 850 κι καλή κατάσταση και SUZUKI ER 50 με μικρή προσφορά και σε τιμή πλήρη ευκαιρίας. Τηλ. 251348. (Π 713) 1—5 (752, 617, 907, 686)
ad-line: Α. ΓΕΩΡΓΙΑΔΗΣ — Γ. ΓΕΩΡΓΙΑΔΗΣ (1223, 1928, 1421, 1941)
ad-list (1188, 1368, 1456, 1414)
classified-ad: ΠΩΛΕΙΤΑΙ αυτοκίνητο ALFETTA 1.6, μοντέλο 1978, σε άριστη κατάσταση. Τηλ. 254037. (Π 743) 1—5 (1253, 472, 1465, 512)
classified-ad: ΠΩΛΕΙΤΑΙ αγροτεμάχιο 1.100 τ.μ. στη διακλάδωση πάλαιος δρόμος Γουβών. Πληροφορίες τηλ. 250.062. (Π 647) 1—6 (1253, 189, 1465, 229)
